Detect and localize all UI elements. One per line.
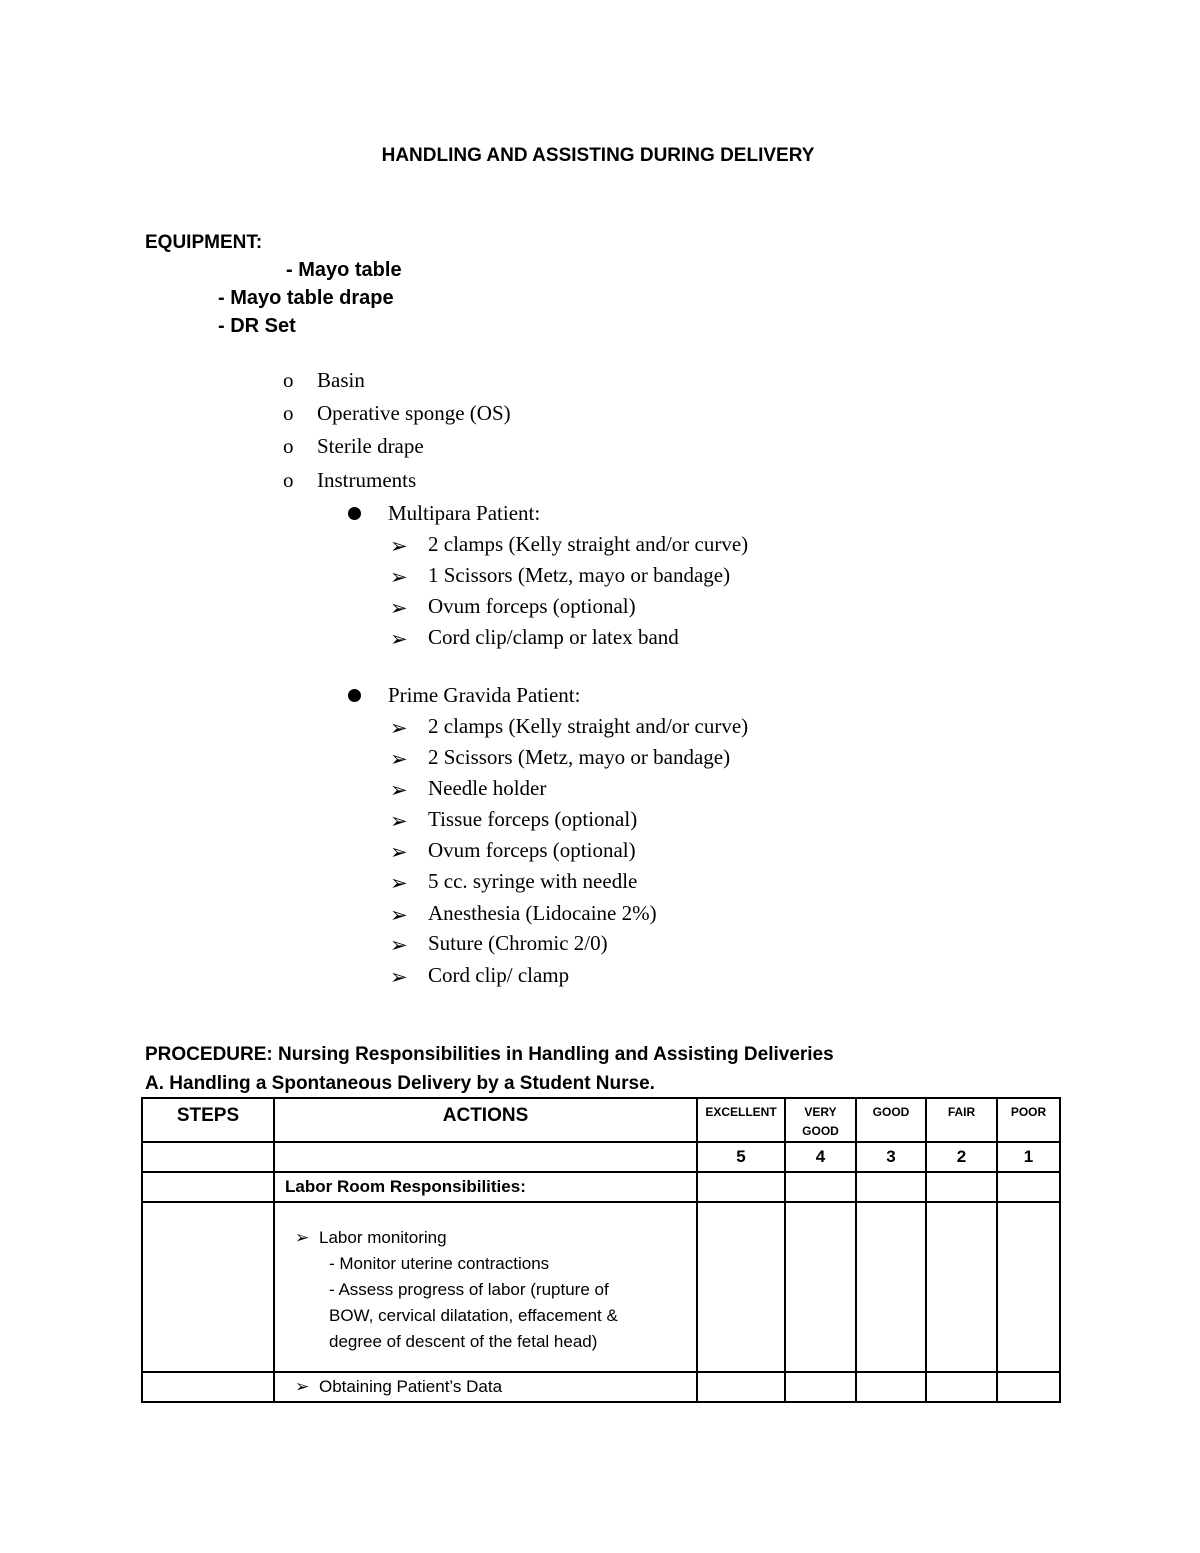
score-excellent: 5 (697, 1142, 785, 1172)
arrow-bullet-icon: ➢ (390, 903, 408, 927)
table-row (142, 1172, 1060, 1202)
multipara-item-text: 1 Scissors (Metz, mayo or bandage) (428, 563, 731, 587)
rating-cell[interactable] (856, 1372, 926, 1402)
task-line: - Monitor uterine contractions (329, 1254, 550, 1273)
procedure-heading: PROCEDURE: Nursing Responsibilities in Handling and Assisting Deliveries (145, 1044, 834, 1065)
equipment-item-dr-set: - DR Set (218, 315, 296, 337)
arrow-bullet-icon: ➢ (390, 747, 408, 771)
task-line: BOW, cervical dilatation, effacement & (329, 1306, 618, 1325)
dr-set-item-text: Instruments (317, 468, 417, 492)
table-row (142, 1372, 1060, 1402)
empty-cell (142, 1202, 274, 1372)
rating-cell[interactable] (785, 1172, 856, 1202)
arrow-bullet-icon: ➢ (390, 565, 408, 589)
arrow-bullet-icon: ➢ (295, 1228, 310, 1247)
rating-cell[interactable] (856, 1172, 926, 1202)
arrow-bullet-icon: ➢ (390, 809, 408, 833)
obtaining-data-cell (274, 1372, 697, 1402)
arrow-bullet-icon: ➢ (390, 840, 408, 864)
equipment-label: EQUIPMENT: (145, 232, 263, 253)
multipara-item-text: Cord clip/clamp or latex band (428, 625, 679, 649)
filled-circle-bullet-icon (348, 507, 361, 520)
rating-cell[interactable] (997, 1202, 1060, 1372)
rating-cell[interactable] (697, 1372, 785, 1402)
score-good: 3 (856, 1142, 926, 1172)
document-title: HANDLING AND ASSISTING DURING DELIVERY (381, 145, 815, 166)
arrow-bullet-icon: ➢ (390, 965, 408, 989)
multipara-item-text: 2 clamps (Kelly straight and/or curve) (428, 532, 749, 556)
table-header-row (142, 1098, 1060, 1142)
arrow-bullet-icon: ➢ (390, 534, 408, 558)
rating-header-fair: FAIR (926, 1098, 997, 1142)
empty-cell (142, 1372, 274, 1402)
rating-cell[interactable] (697, 1172, 785, 1202)
arrow-bullet-icon: ➢ (390, 627, 408, 651)
arrow-bullet-icon: ➢ (390, 716, 408, 740)
rating-cell[interactable] (785, 1202, 856, 1372)
rating-header-poor: POOR (997, 1098, 1060, 1142)
actions-column-header: ACTIONS (274, 1098, 697, 1142)
rating-cell[interactable] (785, 1372, 856, 1402)
circle-bullet-icon: o (283, 434, 294, 458)
circle-bullet-icon: o (283, 368, 294, 392)
equipment-item-mayo-table: - Mayo table (286, 259, 402, 281)
prime-gravida-item-text: 5 cc. syringe with needle (428, 869, 638, 893)
evaluation-table (141, 1097, 1061, 1403)
prime-gravida-item-text: 2 Scissors (Metz, mayo or bandage) (428, 745, 731, 769)
steps-column-header: STEPS (142, 1098, 274, 1142)
task-title: Obtaining Patient’s Data (319, 1377, 503, 1396)
prime-gravida-item-text: Needle holder (428, 776, 547, 800)
prime-gravida-item-text: Ovum forceps (optional) (428, 838, 636, 862)
equipment-item-mayo-drape: - Mayo table drape (218, 287, 394, 309)
score-poor: 1 (997, 1142, 1060, 1172)
arrow-bullet-icon: ➢ (390, 596, 408, 620)
rating-cell[interactable] (856, 1202, 926, 1372)
empty-cell (274, 1142, 697, 1172)
multipara-item-text: Ovum forceps (optional) (428, 594, 636, 618)
rating-header-excellent: EXCELLENT (697, 1098, 785, 1142)
prime-gravida-label: Prime Gravida Patient: (388, 683, 581, 707)
dr-set-item-text: Sterile drape (317, 434, 424, 458)
rating-cell[interactable] (926, 1172, 997, 1202)
circle-bullet-icon: o (283, 401, 294, 425)
empty-cell (142, 1142, 274, 1172)
rating-header-very-good: VERY GOOD (785, 1098, 856, 1142)
arrow-bullet-icon: ➢ (390, 871, 408, 895)
arrow-bullet-icon: ➢ (390, 933, 408, 957)
rating-cell[interactable] (926, 1202, 997, 1372)
rating-cell[interactable] (926, 1372, 997, 1402)
rating-header-good: GOOD (856, 1098, 926, 1142)
rating-cell[interactable] (697, 1202, 785, 1372)
score-row (142, 1142, 1060, 1172)
arrow-bullet-icon: ➢ (295, 1377, 310, 1396)
table-row (142, 1202, 1060, 1372)
rating-cell[interactable] (997, 1372, 1060, 1402)
prime-gravida-item-text: Anesthesia (Lidocaine 2%) (428, 901, 657, 925)
score-very-good: 4 (785, 1142, 856, 1172)
filled-circle-bullet-icon (348, 689, 361, 702)
labor-monitoring-cell (274, 1202, 697, 1372)
multipara-label: Multipara Patient: (388, 501, 541, 525)
arrow-bullet-icon: ➢ (390, 778, 408, 802)
score-fair: 2 (926, 1142, 997, 1172)
task-line: degree of descent of the fetal head) (329, 1332, 598, 1351)
procedure-subheading: A. Handling a Spontaneous Delivery by a Student Nurse. (145, 1073, 655, 1094)
prime-gravida-item-text: Cord clip/ clamp (428, 963, 570, 987)
prime-gravida-item-text: Suture (Chromic 2/0) (428, 931, 608, 955)
empty-cell (142, 1172, 274, 1202)
prime-gravida-item-text: 2 clamps (Kelly straight and/or curve) (428, 714, 749, 738)
task-line: - Assess progress of labor (rupture of (329, 1280, 609, 1299)
rating-cell[interactable] (997, 1172, 1060, 1202)
section-label: Labor Room Responsibilities: (274, 1172, 697, 1202)
dr-set-item-text: Operative sponge (OS) (317, 401, 511, 425)
circle-bullet-icon: o (283, 468, 294, 492)
task-title: Labor monitoring (319, 1228, 447, 1247)
dr-set-item-text: Basin (317, 368, 365, 392)
prime-gravida-item-text: Tissue forceps (optional) (428, 807, 638, 831)
